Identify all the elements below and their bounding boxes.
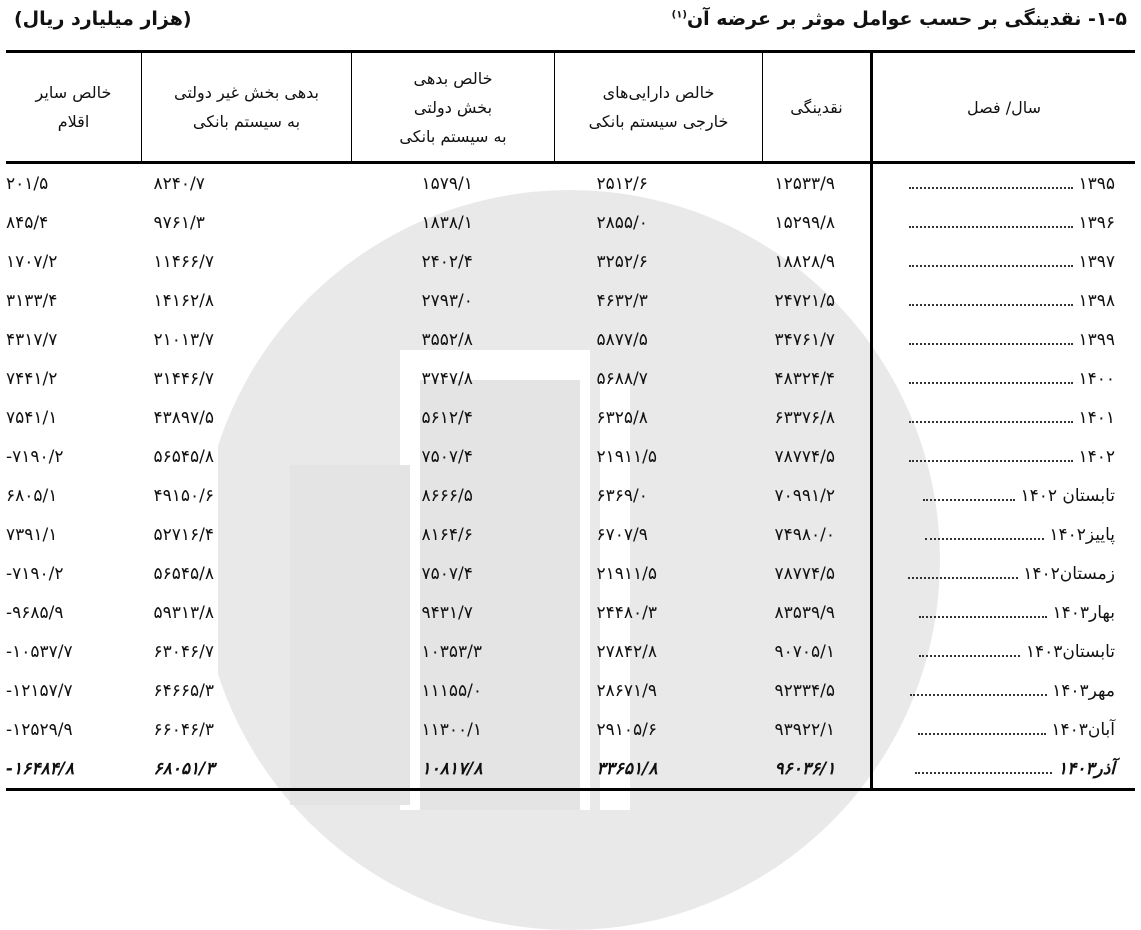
header-line: خالص دارایی‌های (602, 83, 715, 102)
row-label (872, 163, 1136, 204)
cell-nongov-debt: ۶۴۶۶۵/۳ (153, 680, 215, 701)
cell-other: ۶۸۰۵/۱ (6, 485, 58, 506)
row-label-text: ۱۳۹۹ (1078, 329, 1115, 350)
row-label-text: مهر۱۴۰۳ (1052, 680, 1115, 701)
cell-foreign-assets: ۲۸۵۵/۰ (596, 212, 648, 233)
row-label (872, 203, 1136, 242)
cell-liquidity: ۷۸۷۷۴/۵ (774, 563, 836, 584)
dot-leader (908, 571, 1018, 579)
cell-gov-debt: ۹۴۳۱/۷ (421, 602, 473, 623)
cell-foreign-assets: ۶۷۰۷/۹ (596, 524, 648, 545)
row-label-text: ۱۴۰۰ (1078, 368, 1115, 389)
table-body (6, 163, 1135, 790)
cell-gov-debt: ۱۰۸۱۷/۸ (421, 758, 483, 779)
cell-liquidity: ۷۸۷۷۴/۵ (774, 446, 836, 467)
row-label-text: پاییز۱۴۰۲ (1049, 524, 1115, 545)
header-line: خالص بدهی (413, 68, 493, 88)
dot-leader (909, 298, 1073, 306)
cell-liquidity: ۷۰۹۹۱/۲ (774, 485, 836, 506)
cell-other: -۹۶۸۵/۹ (6, 602, 64, 623)
cell-gov-debt: ۱۱۱۵۵/۰ (421, 680, 483, 701)
header-liquidity: نقدینگی (763, 52, 872, 163)
row-label (872, 398, 1136, 437)
header-row (6, 52, 1135, 163)
header-nongov-debt (142, 52, 352, 163)
header-line: خالص سایر (35, 83, 112, 102)
title-footnote-ref: (۱) (671, 9, 687, 21)
unit-label: (هزار میلیارد ریال) (14, 8, 192, 30)
cell-gov-debt: ۲۴۰۲/۴ (421, 251, 473, 272)
cell-other: ۷۳۹۱/۱ (6, 524, 58, 545)
cell-foreign-assets: ۳۲۵۲/۶ (596, 251, 648, 272)
row-label-text: ۱۴۰۲ (1078, 446, 1115, 467)
row-label-text: تابستان ۱۴۰۲ (1020, 485, 1115, 506)
cell-nongov-debt: ۵۹۳۱۳/۸ (153, 602, 215, 623)
cell-liquidity: ۲۴۷۲۱/۵ (774, 290, 836, 311)
row-label (872, 242, 1136, 281)
cell-other: -۷۱۹۰/۲ (6, 563, 64, 584)
table-title (672, 8, 1127, 30)
cell-other: ۷۵۴۱/۱ (6, 407, 58, 428)
table-row (6, 554, 1135, 593)
cell-foreign-assets: ۵۸۷۷/۵ (596, 329, 648, 350)
dot-leader (918, 727, 1046, 735)
table-row (6, 359, 1135, 398)
cell-nongov-debt: ۴۳۸۹۷/۵ (153, 407, 215, 428)
dot-leader (909, 181, 1073, 189)
cell-foreign-assets: ۲۹۱۰۵/۶ (596, 719, 658, 740)
cell-other: ۸۴۵/۴ (6, 212, 49, 233)
cell-nongov-debt: ۳۱۴۴۶/۷ (153, 368, 215, 389)
cell-gov-debt: ۸۶۶۶/۵ (421, 485, 473, 506)
cell-other: -۱۲۵۲۹/۹ (6, 719, 73, 740)
row-label-text: آبان۱۴۰۳ (1051, 719, 1115, 740)
cell-liquidity: ۴۸۳۲۴/۴ (774, 368, 836, 389)
cell-gov-debt: ۳۷۴۷/۸ (421, 368, 473, 389)
cell-other: ۱۷۰۷/۲ (6, 251, 58, 272)
cell-other: ۳۱۳۳/۴ (6, 290, 58, 311)
cell-liquidity: ۱۸۸۲۸/۹ (774, 251, 836, 272)
row-label-text: بهار۱۴۰۳ (1052, 602, 1115, 623)
table-row (6, 515, 1135, 554)
cell-foreign-assets: ۲۴۴۸۰/۳ (596, 602, 658, 623)
row-label (872, 671, 1136, 710)
header-line: بدهی بخش غیر دولتی (174, 83, 319, 102)
cell-foreign-assets: ۲۱۹۱۱/۵ (596, 563, 658, 584)
table-row (6, 320, 1135, 359)
row-label (872, 749, 1136, 790)
cell-liquidity: ۶۳۳۷۶/۸ (774, 407, 836, 428)
header-foreign-assets (555, 52, 763, 163)
cell-nongov-debt: ۵۶۵۴۵/۸ (153, 446, 215, 467)
row-label-text: ۱۳۹۶ (1078, 212, 1115, 233)
cell-gov-debt: ۷۵۰۷/۴ (421, 563, 473, 584)
table-row (6, 749, 1135, 790)
table-row (6, 242, 1135, 281)
row-label (872, 359, 1136, 398)
cell-foreign-assets: ۲۸۶۷۱/۹ (596, 680, 658, 701)
header-gov-debt (352, 52, 555, 163)
cell-other: ۴۳۱۷/۷ (6, 329, 58, 350)
cell-liquidity: ۹۲۳۳۴/۵ (774, 680, 836, 701)
cell-foreign-assets: ۶۳۶۹/۰ (596, 485, 648, 506)
row-label-text: آذر۱۴۰۳ (1057, 758, 1115, 779)
liquidity-table (6, 50, 1135, 791)
table-row (6, 163, 1135, 204)
dot-leader (919, 649, 1020, 657)
dot-leader (909, 220, 1073, 228)
cell-gov-debt: ۸۱۶۴/۶ (421, 524, 473, 545)
cell-nongov-debt: ۵۲۷۱۶/۴ (153, 524, 215, 545)
dot-leader (910, 688, 1047, 696)
row-label (872, 554, 1136, 593)
header-other (6, 52, 142, 163)
cell-liquidity: ۳۴۷۶۱/۷ (774, 329, 836, 350)
row-label (872, 710, 1136, 749)
cell-gov-debt: ۱۰۳۵۳/۳ (421, 641, 483, 662)
cell-nongov-debt: ۴۹۱۵۰/۶ (153, 485, 215, 506)
cell-nongov-debt: ۸۲۴۰/۷ (153, 173, 205, 194)
dot-leader (925, 532, 1044, 540)
cell-gov-debt: ۵۶۱۲/۴ (421, 407, 473, 428)
table-row (6, 398, 1135, 437)
table-row (6, 203, 1135, 242)
cell-liquidity: ۱۵۲۹۹/۸ (774, 212, 836, 233)
cell-other: -۱۰۵۳۷/۷ (6, 641, 73, 662)
cell-nongov-debt: ۱۱۴۶۶/۷ (153, 251, 215, 272)
cell-nongov-debt: ۲۱۰۱۳/۷ (153, 329, 215, 350)
cell-gov-debt: ۱۸۳۸/۱ (421, 212, 473, 233)
cell-other: -۱۶۴۸۴/۸ (6, 758, 75, 779)
dot-leader (923, 493, 1015, 501)
row-label-text: ۱۳۹۷ (1078, 251, 1115, 272)
cell-other: ۷۴۴۱/۲ (6, 368, 58, 389)
cell-foreign-assets: ۶۳۲۵/۸ (596, 407, 648, 428)
cell-nongov-debt: ۶۸۰۵۱/۳ (153, 758, 215, 779)
cell-nongov-debt: ۶۳۰۴۶/۷ (153, 641, 215, 662)
cell-gov-debt: ۱۵۷۹/۱ (421, 173, 473, 194)
table-row (6, 281, 1135, 320)
row-label (872, 437, 1136, 476)
cell-gov-debt: ۷۵۰۷/۴ (421, 446, 473, 467)
cell-liquidity: ۷۴۹۸۰/۰ (774, 524, 836, 545)
title-text: ۱-۵- نقدینگی بر حسب عوامل موثر بر عرضه آن (686, 8, 1127, 30)
dot-leader (919, 610, 1047, 618)
header-line: به سیستم بانکی (399, 126, 507, 146)
cell-foreign-assets: ۳۳۶۵۱/۸ (596, 758, 658, 779)
cell-other: -۷۱۹۰/۲ (6, 446, 64, 467)
cell-nongov-debt: ۵۶۵۴۵/۸ (153, 563, 215, 584)
cell-liquidity: ۱۲۵۳۳/۹ (774, 173, 836, 194)
row-label (872, 515, 1136, 554)
header-line: خارجی سیستم بانکی (588, 112, 729, 131)
row-label-text: تابستان۱۴۰۳ (1025, 641, 1115, 662)
cell-liquidity: ۹۰۷۰۵/۱ (774, 641, 836, 662)
cell-foreign-assets: ۲۵۱۲/۶ (596, 173, 648, 194)
header-year: سال/ فصل (872, 52, 1136, 163)
row-label (872, 281, 1136, 320)
table-row (6, 671, 1135, 710)
cell-foreign-assets: ۲۱۹۱۱/۵ (596, 446, 658, 467)
cell-gov-debt: ۳۵۵۲/۸ (421, 329, 473, 350)
table-row (6, 632, 1135, 671)
header-line: بخش دولتی (413, 97, 493, 117)
cell-liquidity: ۸۳۵۳۹/۹ (774, 602, 836, 623)
table-row (6, 437, 1135, 476)
dot-leader (909, 259, 1073, 267)
table-row (6, 593, 1135, 632)
row-label (872, 476, 1136, 515)
dot-leader (909, 337, 1073, 345)
cell-nongov-debt: ۹۷۶۱/۳ (153, 212, 205, 233)
cell-gov-debt: ۲۷۹۳/۰ (421, 290, 473, 311)
cell-nongov-debt: ۱۴۱۶۲/۸ (153, 290, 215, 311)
row-label-text: ۱۳۹۵ (1078, 173, 1115, 194)
cell-other: ۲۰۱/۵ (6, 173, 49, 194)
cell-foreign-assets: ۲۷۸۴۲/۸ (596, 641, 658, 662)
dot-leader (909, 376, 1073, 384)
row-label-text: زمستان۱۴۰۲ (1023, 563, 1115, 584)
cell-foreign-assets: ۴۶۳۲/۳ (596, 290, 648, 311)
cell-other: -۱۲۱۵۷/۷ (6, 680, 73, 701)
cell-nongov-debt: ۶۶۰۴۶/۳ (153, 719, 215, 740)
header-line: به سیستم بانکی (192, 112, 301, 131)
table-row (6, 710, 1135, 749)
cell-liquidity: ۹۳۹۲۲/۱ (774, 719, 836, 740)
row-label-text: ۱۴۰۱ (1078, 407, 1115, 428)
table-row (6, 476, 1135, 515)
header-line: اقلام (57, 112, 90, 131)
cell-foreign-assets: ۵۶۸۸/۷ (596, 368, 648, 389)
row-label (872, 593, 1136, 632)
dot-leader (909, 454, 1073, 462)
row-label (872, 320, 1136, 359)
row-label-text: ۱۳۹۸ (1078, 290, 1115, 311)
row-label (872, 632, 1136, 671)
cell-liquidity: ۹۶۰۳۶/۱ (774, 758, 836, 779)
dot-leader (909, 415, 1073, 423)
cell-gov-debt: ۱۱۳۰۰/۱ (421, 719, 483, 740)
dot-leader (915, 766, 1052, 774)
